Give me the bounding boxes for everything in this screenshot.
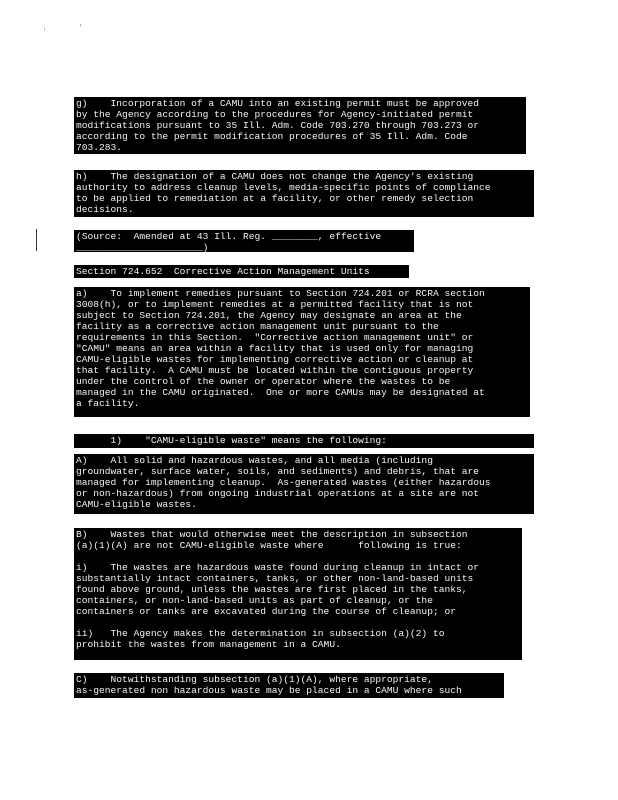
text-line: C) Notwithstanding subsection (a)(1)(A), where appropriate,	[76, 674, 433, 685]
paragraph-g	[74, 97, 526, 154]
paragraph-a1	[74, 434, 534, 448]
scan-mark: '	[78, 24, 83, 33]
text-line: "CAMU" means an area within a facility that is used only for managing	[76, 343, 474, 354]
text-line: CAMU-eligible wastes.	[76, 499, 197, 510]
paragraph-a	[74, 287, 530, 417]
text-line: authority to address cleanup levels, media-specific points of compliance	[76, 182, 491, 193]
text-line: found above ground, unless the wastes are first placed in the tanks,	[76, 584, 468, 595]
text-line: ii) The Agency makes the determination in subsection (a)(2) to	[76, 628, 445, 639]
text-line: to be applied to remediation at a facility, or other remedy selection	[76, 193, 474, 204]
text-line: or non-hazardous) from ongoing industrial operations at a site are not	[76, 488, 480, 499]
paragraph-a1B	[74, 528, 522, 660]
text-line: 3008(h), or to implement remedies at a permitted facility that is not	[76, 299, 474, 310]
text-line: requirements in this Section. "Corrective action management unit" or	[76, 332, 474, 343]
text-line: modifications pursuant to 35 Ill. Adm. Code 703.270 through 703.273 or	[76, 120, 480, 131]
text-line: that facility. A CAMU must be located within the contiguous property	[76, 365, 474, 376]
text-line: 1) "CAMU-eligible waste" means the following:	[76, 435, 387, 446]
text-line: i) The wastes are hazardous waste found during cleanup in intact or	[76, 562, 480, 573]
scan-mark: '	[42, 28, 47, 37]
paragraph-a1C	[74, 673, 504, 698]
text-line: A) All solid and hazardous wastes, and all media (including	[76, 455, 433, 466]
text-line: (a)(1)(A) are not CAMU-eligible waste where following is true:	[76, 540, 462, 551]
text-line: containers or tanks are excavated during the course of cleanup; or	[76, 606, 456, 617]
text-line: decisions.	[76, 204, 134, 215]
paragraph-h	[74, 170, 534, 217]
text-line: (Source: Amended at 43 Ill. Reg. ________, effective	[76, 231, 382, 242]
text-line: subject to Section 724.201, the Agency may designate an area at the	[76, 310, 462, 321]
text-line: containers, or non-land-based units as part of cleanup, or the	[76, 595, 433, 606]
text-line: 703.283.	[76, 142, 123, 153]
text-line: B) Wastes that would otherwise meet the description in subsection	[76, 529, 468, 540]
text-line: managed in the CAMU originated. One or more CAMUs may be designated at	[76, 387, 485, 398]
text-line	[76, 617, 520, 628]
text-line: as-generated non hazardous waste may be placed in a CAMU where such	[76, 685, 462, 696]
text-line: groundwater, surface water, soils, and sediments) and debris, that are	[76, 466, 480, 477]
source-note	[74, 230, 414, 252]
section-heading	[74, 265, 409, 278]
section-heading-text: Section 724.652 Corrective Action Management Units	[76, 266, 370, 277]
text-line: CAMU-eligible wastes for implementing corrective action or cleanup at	[76, 354, 474, 365]
text-line: by the Agency according to the procedures for Agency-initiated permit	[76, 109, 474, 120]
text-line: under the control of the owner or operator where the wastes to be	[76, 376, 451, 387]
text-line: according to the permit modification procedures of 35 Ill. Adm. Code	[76, 131, 468, 142]
text-line: ______________________)	[76, 242, 209, 252]
text-line: substantially intact containers, tanks, or other non-land-based units	[76, 573, 474, 584]
text-line: h) The designation of a CAMU does not change the Agency's existing	[76, 171, 474, 182]
text-line: g) Incorporation of a CAMU into an existing permit must be approved	[76, 98, 480, 109]
margin-bracket	[36, 229, 37, 251]
paragraph-a1A	[74, 454, 534, 514]
text-line: facility as a corrective action management unit pursuant to the	[76, 321, 439, 332]
text-line	[76, 551, 520, 562]
text-line: a) To implement remedies pursuant to Section 724.201 or RCRA section	[76, 288, 485, 299]
text-line: managed for implementing cleanup. As-generated wastes (either hazardous	[76, 477, 491, 488]
text-line: a facility.	[76, 398, 140, 409]
text-line: prohibit the wastes from management in a CAMU.	[76, 639, 341, 650]
